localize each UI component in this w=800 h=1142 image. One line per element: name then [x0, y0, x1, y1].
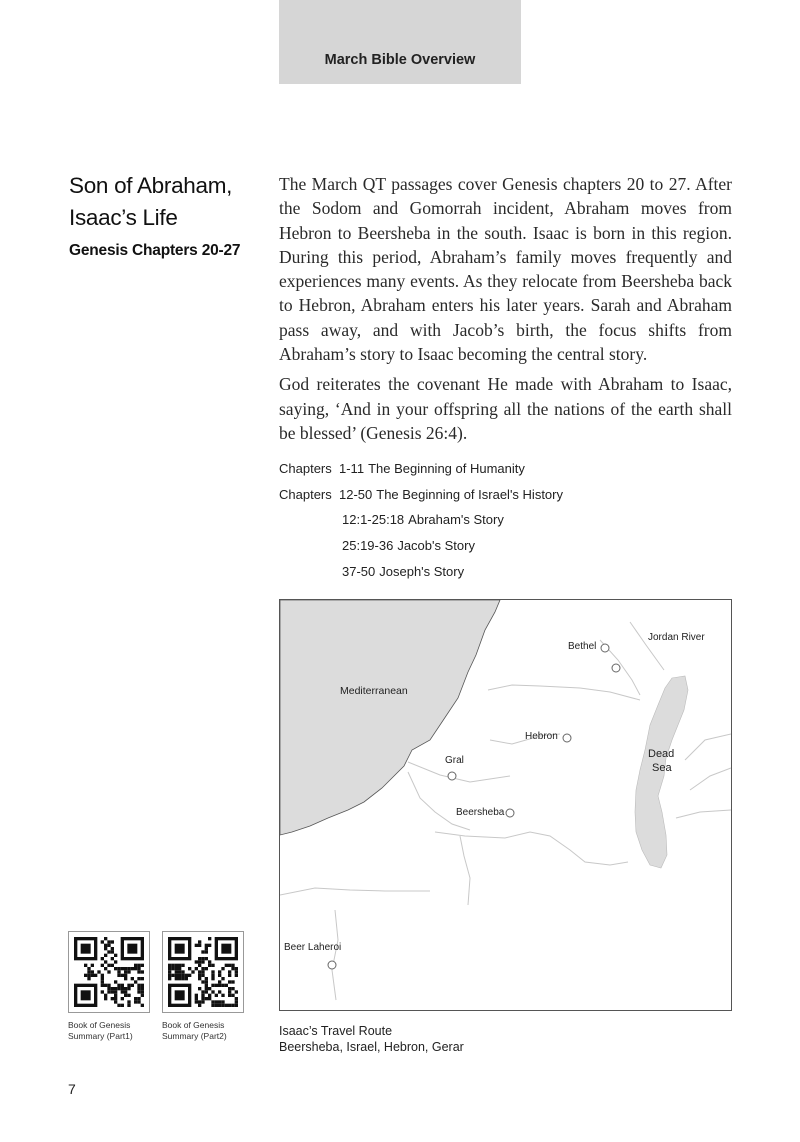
- qr-module: [201, 950, 204, 953]
- sidebar-subtitle: Genesis Chapters 20-27: [69, 242, 241, 259]
- qr-module: [104, 967, 107, 970]
- dead-sea-label-1: Dead: [648, 748, 675, 760]
- qr-module: [114, 987, 117, 990]
- qr-module: [121, 1004, 124, 1007]
- qr-module: [178, 967, 181, 970]
- qr-module: [104, 960, 107, 963]
- qr-module: [218, 1000, 221, 1003]
- qr-module: [198, 964, 201, 967]
- qr-module: [124, 977, 127, 980]
- qr-module: [127, 994, 130, 997]
- qr-module: [205, 987, 208, 990]
- qr-module: [195, 944, 198, 947]
- qr-module: [141, 964, 144, 967]
- qr-module: [221, 1004, 224, 1007]
- qr-module: [171, 967, 174, 970]
- qr-module: [178, 964, 181, 967]
- section-header-tab: [279, 0, 521, 84]
- qr-module: [175, 967, 178, 970]
- bethel-marker: [601, 644, 609, 652]
- qr-module: [124, 970, 127, 973]
- chapter-row: [279, 485, 739, 511]
- chapter-outline: [279, 459, 739, 587]
- qr-module: [107, 964, 110, 967]
- qr-module: [121, 974, 124, 977]
- qr-module: [218, 970, 221, 973]
- body-paragraph-1: The March QT passages cover Genesis chapters 20 to 27. After the Sodom and Gomorrah incident, Abraham moves from Hebron to Beersheba in the south. Isaac is born in this region. During this period, Abraham’s family moves frequently and experiences many events. As they relocate from Beersheba back to Hebron, Abraham enters his later years. Sarah and Abraham pass away, and with Jacob’s birth, the focus shifts from Abraham’s story to Isaac becoming the central story.: [279, 174, 732, 365]
- qr-finder-square: [81, 944, 91, 954]
- qr-module: [137, 997, 140, 1000]
- qr-module: [231, 964, 234, 967]
- qr-module: [101, 974, 104, 977]
- qr-module: [127, 970, 130, 973]
- qr-module: [235, 1004, 238, 1007]
- chapter-range: 37-50: [342, 563, 376, 579]
- qr-pattern: [74, 937, 144, 1007]
- qr-module: [124, 974, 127, 977]
- qr-module: [178, 970, 181, 973]
- qr-module: [137, 984, 140, 987]
- qr-module: [101, 964, 104, 967]
- qr-module: [221, 967, 224, 970]
- qr-module: [218, 980, 221, 983]
- qr-module: [141, 990, 144, 993]
- qr-module: [87, 967, 90, 970]
- qr-module: [235, 990, 238, 993]
- qr-module: [114, 954, 117, 957]
- dead-sea-label-2: Sea: [652, 762, 672, 774]
- qr-module: [137, 1000, 140, 1003]
- qr-code-label: Book of Genesis Summary (Part1): [68, 1020, 133, 1041]
- qr-module: [221, 994, 224, 997]
- qr-module: [121, 990, 124, 993]
- qr-module: [117, 970, 120, 973]
- qr-module: [111, 950, 114, 953]
- qr-module: [134, 1000, 137, 1003]
- qr-module: [225, 1004, 228, 1007]
- qr-module: [205, 944, 208, 947]
- chapter-range: 25:19-36: [342, 538, 394, 554]
- qr-module: [228, 1004, 231, 1007]
- chapter-sub-row: [279, 510, 739, 536]
- qr-code-label: Book of Genesis Summary (Part2): [162, 1020, 227, 1041]
- qr-module: [111, 987, 114, 990]
- qr-module: [235, 970, 238, 973]
- beersheba-label: Beersheba: [456, 807, 505, 818]
- qr-module: [127, 1000, 130, 1003]
- qr-module: [198, 960, 201, 963]
- qr-module: [111, 964, 114, 967]
- qr-module: [171, 964, 174, 967]
- qr-module: [104, 984, 107, 987]
- qr-module: [114, 994, 117, 997]
- qr-module: [228, 980, 231, 983]
- qr-module: [198, 974, 201, 977]
- map-caption-places: Beersheba, Israel, Hebron, Gerar: [279, 1040, 464, 1054]
- travel-route-map: [279, 599, 732, 1011]
- qr-module: [235, 1000, 238, 1003]
- qr-module: [107, 950, 110, 953]
- sidebar-title-line2: Isaac’s Life: [69, 205, 178, 230]
- qr-module: [205, 980, 208, 983]
- qr-module: [87, 970, 90, 973]
- qr-module: [114, 997, 117, 1000]
- qr-module: [111, 957, 114, 960]
- qr-module: [111, 990, 114, 993]
- qr-module: [117, 974, 120, 977]
- qr-pattern: [168, 937, 238, 1007]
- qr-module: [137, 987, 140, 990]
- qr-module: [107, 984, 110, 987]
- beersheba-marker: [506, 809, 514, 817]
- qr-module: [191, 970, 194, 973]
- qr-module: [201, 997, 204, 1000]
- qr-module: [211, 977, 214, 980]
- qr-module: [181, 964, 184, 967]
- qr-module: [175, 964, 178, 967]
- qr-module: [101, 990, 104, 993]
- qr-module: [104, 944, 107, 947]
- chapter-title: Jacob's Story: [397, 538, 475, 554]
- qr-module: [101, 977, 104, 980]
- qr-module: [84, 974, 87, 977]
- qr-module: [221, 977, 224, 980]
- qr-finder-square: [175, 990, 185, 1000]
- qr-module: [104, 994, 107, 997]
- qr-module: [185, 974, 188, 977]
- chapter-title: Abraham's Story: [408, 512, 504, 528]
- map-caption-title: Isaac’s Travel Route: [279, 1024, 393, 1038]
- qr-module: [131, 984, 134, 987]
- qr-module: [124, 987, 127, 990]
- qr-module: [181, 970, 184, 973]
- qr-module: [235, 997, 238, 1000]
- qr-module: [117, 1004, 120, 1007]
- qr-module: [141, 994, 144, 997]
- jordan-river-label: Jordan River: [648, 632, 705, 643]
- qr-module: [101, 984, 104, 987]
- qr-module: [208, 944, 211, 947]
- chapter-range: 12:1-25:18: [342, 512, 405, 528]
- qr-module: [215, 1000, 218, 1003]
- qr-module: [231, 994, 234, 997]
- qr-module: [221, 1000, 224, 1003]
- qr-module: [124, 967, 127, 970]
- chapter-title: Joseph's Story: [379, 563, 465, 579]
- qr-module: [137, 977, 140, 980]
- qr-module: [137, 964, 140, 967]
- qr-module: [211, 990, 214, 993]
- qr-finder-square: [127, 944, 137, 954]
- qr-module: [231, 987, 234, 990]
- qr-module: [168, 974, 171, 977]
- qr-module: [181, 974, 184, 977]
- qr-module: [107, 970, 110, 973]
- qr-module: [188, 967, 191, 970]
- qr-module: [141, 984, 144, 987]
- qr-module: [101, 957, 104, 960]
- qr-module: [137, 990, 140, 993]
- qr-module: [141, 977, 144, 980]
- qr-module: [134, 980, 137, 983]
- qr-module: [205, 950, 208, 953]
- qr-module: [141, 987, 144, 990]
- qr-module: [97, 970, 100, 973]
- qr-module: [124, 994, 127, 997]
- hebron-marker: [563, 734, 571, 742]
- beer-laheroi-label: Beer Laheroi: [284, 942, 342, 953]
- qr-module: [104, 954, 107, 957]
- qr-module: [205, 967, 208, 970]
- qr-module: [137, 967, 140, 970]
- qr-module: [107, 987, 110, 990]
- qr-module: [185, 977, 188, 980]
- hebron-label: Hebron: [525, 731, 558, 742]
- qr-module: [201, 990, 204, 993]
- qr-module: [107, 944, 110, 947]
- body-text: [279, 172, 732, 451]
- qr-module: [175, 970, 178, 973]
- bethel-label: Bethel: [568, 641, 597, 652]
- qr-module: [205, 977, 208, 980]
- qr-module: [211, 1004, 214, 1007]
- qr-module: [201, 960, 204, 963]
- qr-module: [94, 974, 97, 977]
- qr-module: [218, 1004, 221, 1007]
- qr-module: [91, 970, 94, 973]
- qr-module: [114, 990, 117, 993]
- qr-module: [117, 967, 120, 970]
- qr-module: [198, 957, 201, 960]
- qr-module: [117, 987, 120, 990]
- qr-module: [104, 937, 107, 940]
- qr-module: [171, 974, 174, 977]
- qr-module: [117, 984, 120, 987]
- qr-module: [134, 997, 137, 1000]
- qr-module: [215, 994, 218, 997]
- qr-module: [195, 967, 198, 970]
- qr-module: [228, 987, 231, 990]
- qr-module: [228, 994, 231, 997]
- qr-module: [208, 994, 211, 997]
- qr-module: [201, 980, 204, 983]
- chapter-sub-row: [279, 562, 739, 588]
- qr-module: [107, 940, 110, 943]
- qr-module: [211, 1000, 214, 1003]
- qr-module: [111, 940, 114, 943]
- qr-module: [131, 967, 134, 970]
- qr-module: [205, 947, 208, 950]
- qr-module: [114, 1000, 117, 1003]
- qr-module: [127, 967, 130, 970]
- chapter-title: The Beginning of Humanity: [368, 461, 525, 476]
- chapter-title: The Beginning of Israel's History: [376, 486, 563, 502]
- mediterranean-sea-shape: [280, 600, 500, 835]
- chapter-row: [279, 459, 739, 485]
- qr-module: [101, 980, 104, 983]
- qr-module: [195, 994, 198, 997]
- qr-module: [111, 997, 114, 1000]
- qr-module: [205, 984, 208, 987]
- qr-module: [84, 964, 87, 967]
- qr-module: [178, 977, 181, 980]
- qr-module: [188, 974, 191, 977]
- qr-code-part1[interactable]: [68, 931, 150, 1042]
- qr-module: [87, 977, 90, 980]
- qr-module: [104, 997, 107, 1000]
- qr-module: [228, 974, 231, 977]
- qr-module: [228, 970, 231, 973]
- qr-finder-square: [175, 944, 185, 954]
- qr-module: [134, 967, 137, 970]
- qr-module: [198, 977, 201, 980]
- qr-module: [114, 980, 117, 983]
- qr-module: [127, 987, 130, 990]
- qr-module: [181, 977, 184, 980]
- qr-module: [211, 974, 214, 977]
- qr-code-part2[interactable]: [162, 931, 244, 1042]
- body-paragraph-2: God reiterates the covenant He made with Abraham to Isaac, saying, ‘And in your offspring all the nations of the earth shall be blessed’ (Genesis 26:4).: [279, 374, 732, 443]
- qr-module: [211, 970, 214, 973]
- qr-module: [201, 967, 204, 970]
- map-caption: [279, 1023, 579, 1055]
- qr-module: [198, 987, 201, 990]
- qr-module: [215, 984, 218, 987]
- qr-module: [221, 984, 224, 987]
- qr-module: [231, 980, 234, 983]
- qr-module: [131, 977, 134, 980]
- qr-module: [121, 987, 124, 990]
- qr-module: [208, 987, 211, 990]
- qr-module: [235, 967, 238, 970]
- chapter-label: Chapters: [279, 461, 332, 476]
- qr-code-image[interactable]: [68, 931, 150, 1013]
- qr-module: [121, 997, 124, 1000]
- qr-module: [225, 984, 228, 987]
- qr-module: [104, 947, 107, 950]
- qr-module: [231, 1004, 234, 1007]
- qr-module: [168, 967, 171, 970]
- sidebar-title-line1: Son of Abraham,: [69, 173, 233, 198]
- qr-module: [107, 990, 110, 993]
- qr-module: [201, 994, 204, 997]
- qr-module: [127, 1004, 130, 1007]
- qr-module: [111, 947, 114, 950]
- qr-module: [211, 984, 214, 987]
- map-graphic: [280, 600, 731, 1010]
- qr-module: [168, 970, 171, 973]
- qr-module: [141, 970, 144, 973]
- qr-module: [175, 974, 178, 977]
- qr-module: [201, 970, 204, 973]
- qr-module: [208, 997, 211, 1000]
- section-header-title: March Bible Overview: [324, 52, 476, 68]
- qr-module: [218, 990, 221, 993]
- qr-module: [198, 944, 201, 947]
- qr-module: [198, 1004, 201, 1007]
- sidebar-title: [69, 170, 269, 234]
- qr-module: [198, 1000, 201, 1003]
- bethel-route-marker: [612, 664, 620, 672]
- qr-module: [208, 937, 211, 940]
- qr-module: [195, 960, 198, 963]
- qr-module: [225, 964, 228, 967]
- qr-module: [114, 960, 117, 963]
- gral-marker: [448, 772, 456, 780]
- qr-module: [91, 964, 94, 967]
- qr-module: [215, 1004, 218, 1007]
- qr-module: [127, 984, 130, 987]
- qr-code-image[interactable]: [162, 931, 244, 1013]
- qr-module: [195, 1000, 198, 1003]
- qr-module: [121, 967, 124, 970]
- qr-module: [114, 967, 117, 970]
- qr-module: [201, 957, 204, 960]
- chapter-label: Chapters: [279, 486, 332, 502]
- qr-module: [228, 964, 231, 967]
- gral-label: Gral: [445, 755, 464, 766]
- qr-module: [235, 974, 238, 977]
- qr-module: [201, 1000, 204, 1003]
- qr-module: [124, 990, 127, 993]
- qr-module: [211, 964, 214, 967]
- qr-module: [201, 974, 204, 977]
- qr-finder-square: [221, 944, 231, 954]
- qr-module: [137, 970, 140, 973]
- qr-module: [168, 964, 171, 967]
- chapter-sub-row: [279, 536, 739, 562]
- qr-module: [168, 977, 171, 980]
- qr-module: [87, 974, 90, 977]
- qr-module: [195, 997, 198, 1000]
- mediterranean-label: Mediterranean: [340, 685, 408, 697]
- qr-module: [178, 974, 181, 977]
- qr-module: [198, 940, 201, 943]
- qr-module: [91, 974, 94, 977]
- qr-module: [121, 984, 124, 987]
- qr-finder-square: [81, 990, 91, 1000]
- qr-module: [205, 957, 208, 960]
- page-number: 7: [68, 1081, 76, 1097]
- qr-module: [228, 990, 231, 993]
- qr-module: [218, 984, 221, 987]
- chapter-range: 1-11: [339, 461, 365, 476]
- qr-module: [218, 974, 221, 977]
- qr-module: [231, 967, 234, 970]
- qr-module: [205, 997, 208, 1000]
- qr-module: [134, 964, 137, 967]
- qr-module: [198, 970, 201, 973]
- beer-laheroi-marker: [328, 961, 336, 969]
- qr-module: [141, 1004, 144, 1007]
- qr-module: [208, 964, 211, 967]
- chapter-range: 12-50: [339, 486, 373, 502]
- qr-module: [175, 977, 178, 980]
- qr-module: [208, 960, 211, 963]
- qr-module: [101, 940, 104, 943]
- qr-module: [205, 990, 208, 993]
